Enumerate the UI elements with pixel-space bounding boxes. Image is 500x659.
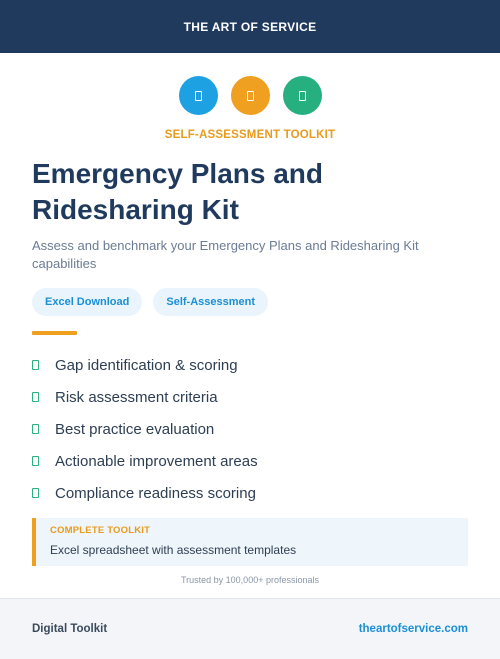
footer-bar [0, 598, 500, 659]
footer-label: Digital Toolkit [32, 623, 108, 635]
toolkit-callout [32, 518, 468, 566]
document-icon [283, 76, 322, 115]
checkbox-icon [32, 392, 39, 402]
feature-label: Best practice evaluation [55, 420, 215, 438]
checkbox-icon [32, 360, 39, 370]
list-item [32, 349, 472, 381]
header-bar [0, 0, 500, 53]
list-item [32, 445, 472, 477]
icon-row [0, 76, 500, 115]
list-item [32, 477, 472, 509]
feature-label: Actionable improvement areas [55, 452, 258, 470]
accent-divider [32, 331, 77, 335]
list-item [32, 381, 472, 413]
checkbox-icon [32, 424, 39, 434]
document-icon [231, 76, 270, 115]
brand-name: THE ART OF SERVICE [183, 19, 317, 34]
badge-row [32, 288, 268, 316]
feature-label: Compliance readiness scoring [55, 484, 256, 502]
checkbox-icon [32, 488, 39, 498]
document-icon [179, 76, 218, 115]
excel-download-badge: Excel Download [32, 288, 142, 316]
trusted-note: Trusted by 100,000+ professionals [180, 575, 319, 585]
website-link[interactable]: theartofservice.com [358, 623, 468, 635]
feature-label: Gap identification & scoring [55, 356, 238, 374]
feature-list [32, 349, 472, 509]
page-title: Emergency Plans and Ridesharing Kit [32, 158, 324, 225]
callout-label: COMPLETE TOOLKIT [50, 525, 151, 536]
eyebrow-label: SELF-ASSESSMENT TOOLKIT [164, 129, 336, 141]
feature-label: Risk assessment criteria [55, 388, 218, 406]
list-item [32, 413, 472, 445]
callout-text: Excel spreadsheet with assessment templates [50, 543, 297, 557]
self-assessment-badge: Self-Assessment [153, 288, 268, 316]
checkbox-icon [32, 456, 39, 466]
subtitle: Assess and benchmark your Emergency Plans and Ridesharing Kit capabilities [32, 238, 419, 271]
